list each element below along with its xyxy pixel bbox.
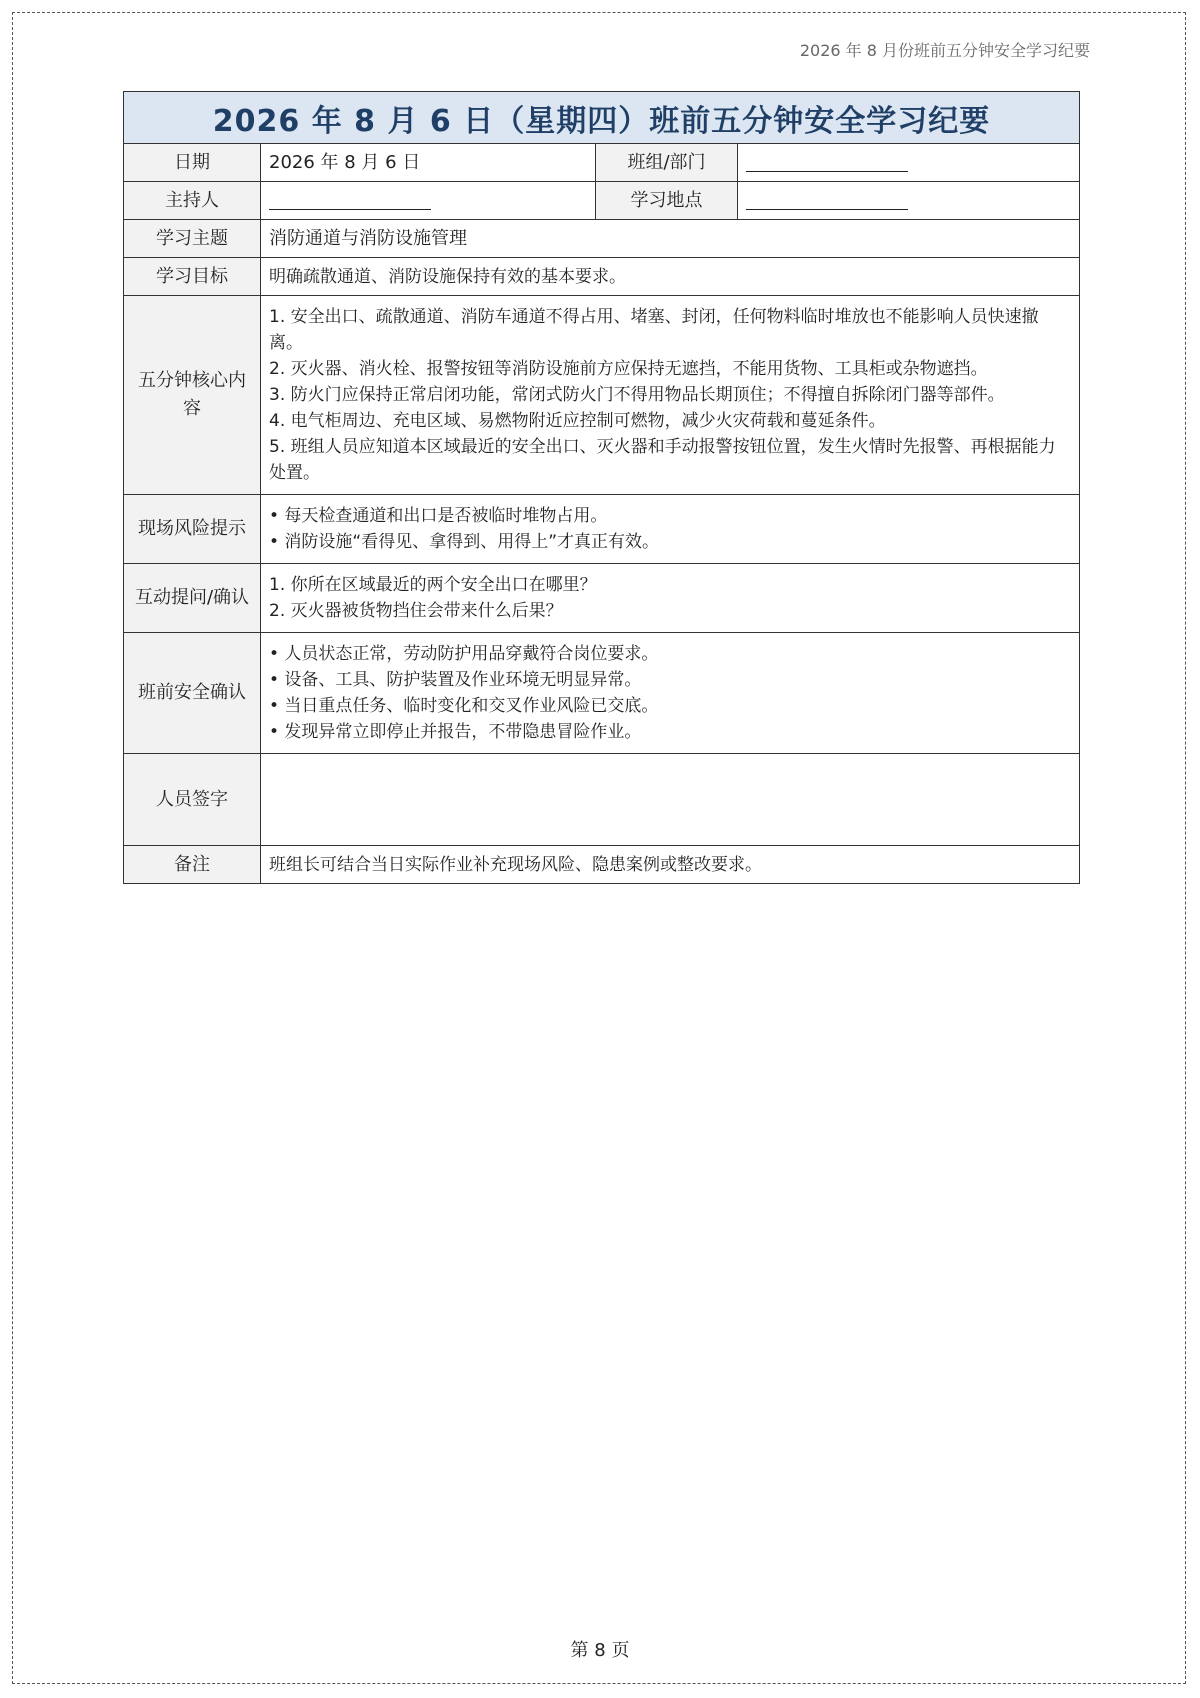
goal-value: 明确疏散通道、消防设施保持有效的基本要求。 xyxy=(261,258,1080,296)
remark-value: 班组长可结合当日实际作业补充现场风险、隐患案例或整改要求。 xyxy=(261,846,1080,884)
remark-row xyxy=(124,846,1080,884)
goal-row xyxy=(124,258,1080,296)
host-field[interactable] xyxy=(261,182,596,220)
core-item: 3. 防火门应保持正常启闭功能，常闭式防火门不得用物品长期顶住；不得擅自拆除闭门器等部件。 xyxy=(269,385,1005,405)
location-label: 学习地点 xyxy=(596,182,738,220)
core-content-row xyxy=(124,296,1080,495)
topic-row xyxy=(124,220,1080,258)
remark-label: 备注 xyxy=(124,846,261,884)
risk-row xyxy=(124,495,1080,564)
page-number: 第 8 页 xyxy=(570,1640,630,1661)
confirm-item: • 人员状态正常，劳动防护用品穿戴符合岗位要求。 xyxy=(269,644,659,664)
risk-item: • 每天检查通道和出口是否被临时堆物占用。 xyxy=(269,506,608,526)
date-row xyxy=(124,144,1080,182)
minutes-table xyxy=(123,91,1080,884)
date-value: 2026 年 8 月 6 日 xyxy=(261,144,596,182)
confirm-item: • 当日重点任务、临时变化和交叉作业风险已交底。 xyxy=(269,696,659,716)
host-blank-line xyxy=(269,191,431,210)
team-department-label: 班组/部门 xyxy=(596,144,738,182)
interaction-item: 1. 你所在区域最近的两个安全出口在哪里？ xyxy=(269,575,597,595)
core-content-label: 五分钟核心内容 xyxy=(124,296,261,495)
location-field[interactable] xyxy=(738,182,1080,220)
core-content-list xyxy=(261,296,1080,495)
document-title: 2026 年 8 月 6 日（星期四）班前五分钟安全学习纪要 xyxy=(124,92,1080,144)
running-header: 2026 年 8 月份班前五分钟安全学习纪要 xyxy=(799,41,1090,60)
confirm-label: 班前安全确认 xyxy=(124,633,261,754)
title-row xyxy=(124,92,1080,144)
risk-list xyxy=(261,495,1080,564)
core-item: 5. 班组人员应知道本区域最近的安全出口、灭火器和手动报警按钮位置，发生火情时先报警、再根据能力处置。 xyxy=(269,437,1056,483)
topic-value: 消防通道与消防设施管理 xyxy=(261,220,1080,258)
host-row xyxy=(124,182,1080,220)
risk-label: 现场风险提示 xyxy=(124,495,261,564)
interaction-row xyxy=(124,564,1080,633)
location-blank-line xyxy=(746,191,908,210)
confirm-row xyxy=(124,633,1080,754)
topic-label: 学习主题 xyxy=(124,220,261,258)
host-label: 主持人 xyxy=(124,182,261,220)
core-item: 1. 安全出口、疏散通道、消防车通道不得占用、堵塞、封闭，任何物料临时堆放也不能影响人员快速撤离。 xyxy=(269,307,1039,353)
core-item: 2. 灭火器、消火栓、报警按钮等消防设施前方应保持无遮挡，不能用货物、工具柜或杂物遮挡。 xyxy=(269,359,988,379)
goal-label: 学习目标 xyxy=(124,258,261,296)
risk-item: • 消防设施“看得见、拿得到、用得上”才真正有效。 xyxy=(269,532,660,552)
signature-area[interactable] xyxy=(261,754,1080,846)
core-item: 4. 电气柜周边、充电区域、易燃物附近应控制可燃物，减少火灾荷载和蔓延条件。 xyxy=(269,411,886,431)
confirm-item: • 设备、工具、防护装置及作业环境无明显异常。 xyxy=(269,670,642,690)
confirm-item: • 发现异常立即停止并报告，不带隐患冒险作业。 xyxy=(269,722,642,742)
confirm-list xyxy=(261,633,1080,754)
team-department-field[interactable] xyxy=(738,144,1080,182)
interaction-list xyxy=(261,564,1080,633)
interaction-item: 2. 灭火器被货物挡住会带来什么后果？ xyxy=(269,601,563,621)
signature-label: 人员签字 xyxy=(124,754,261,846)
signature-row xyxy=(124,754,1080,846)
date-label: 日期 xyxy=(124,144,261,182)
interaction-label: 互动提问/确认 xyxy=(124,564,261,633)
team-department-blank-line xyxy=(746,153,908,172)
